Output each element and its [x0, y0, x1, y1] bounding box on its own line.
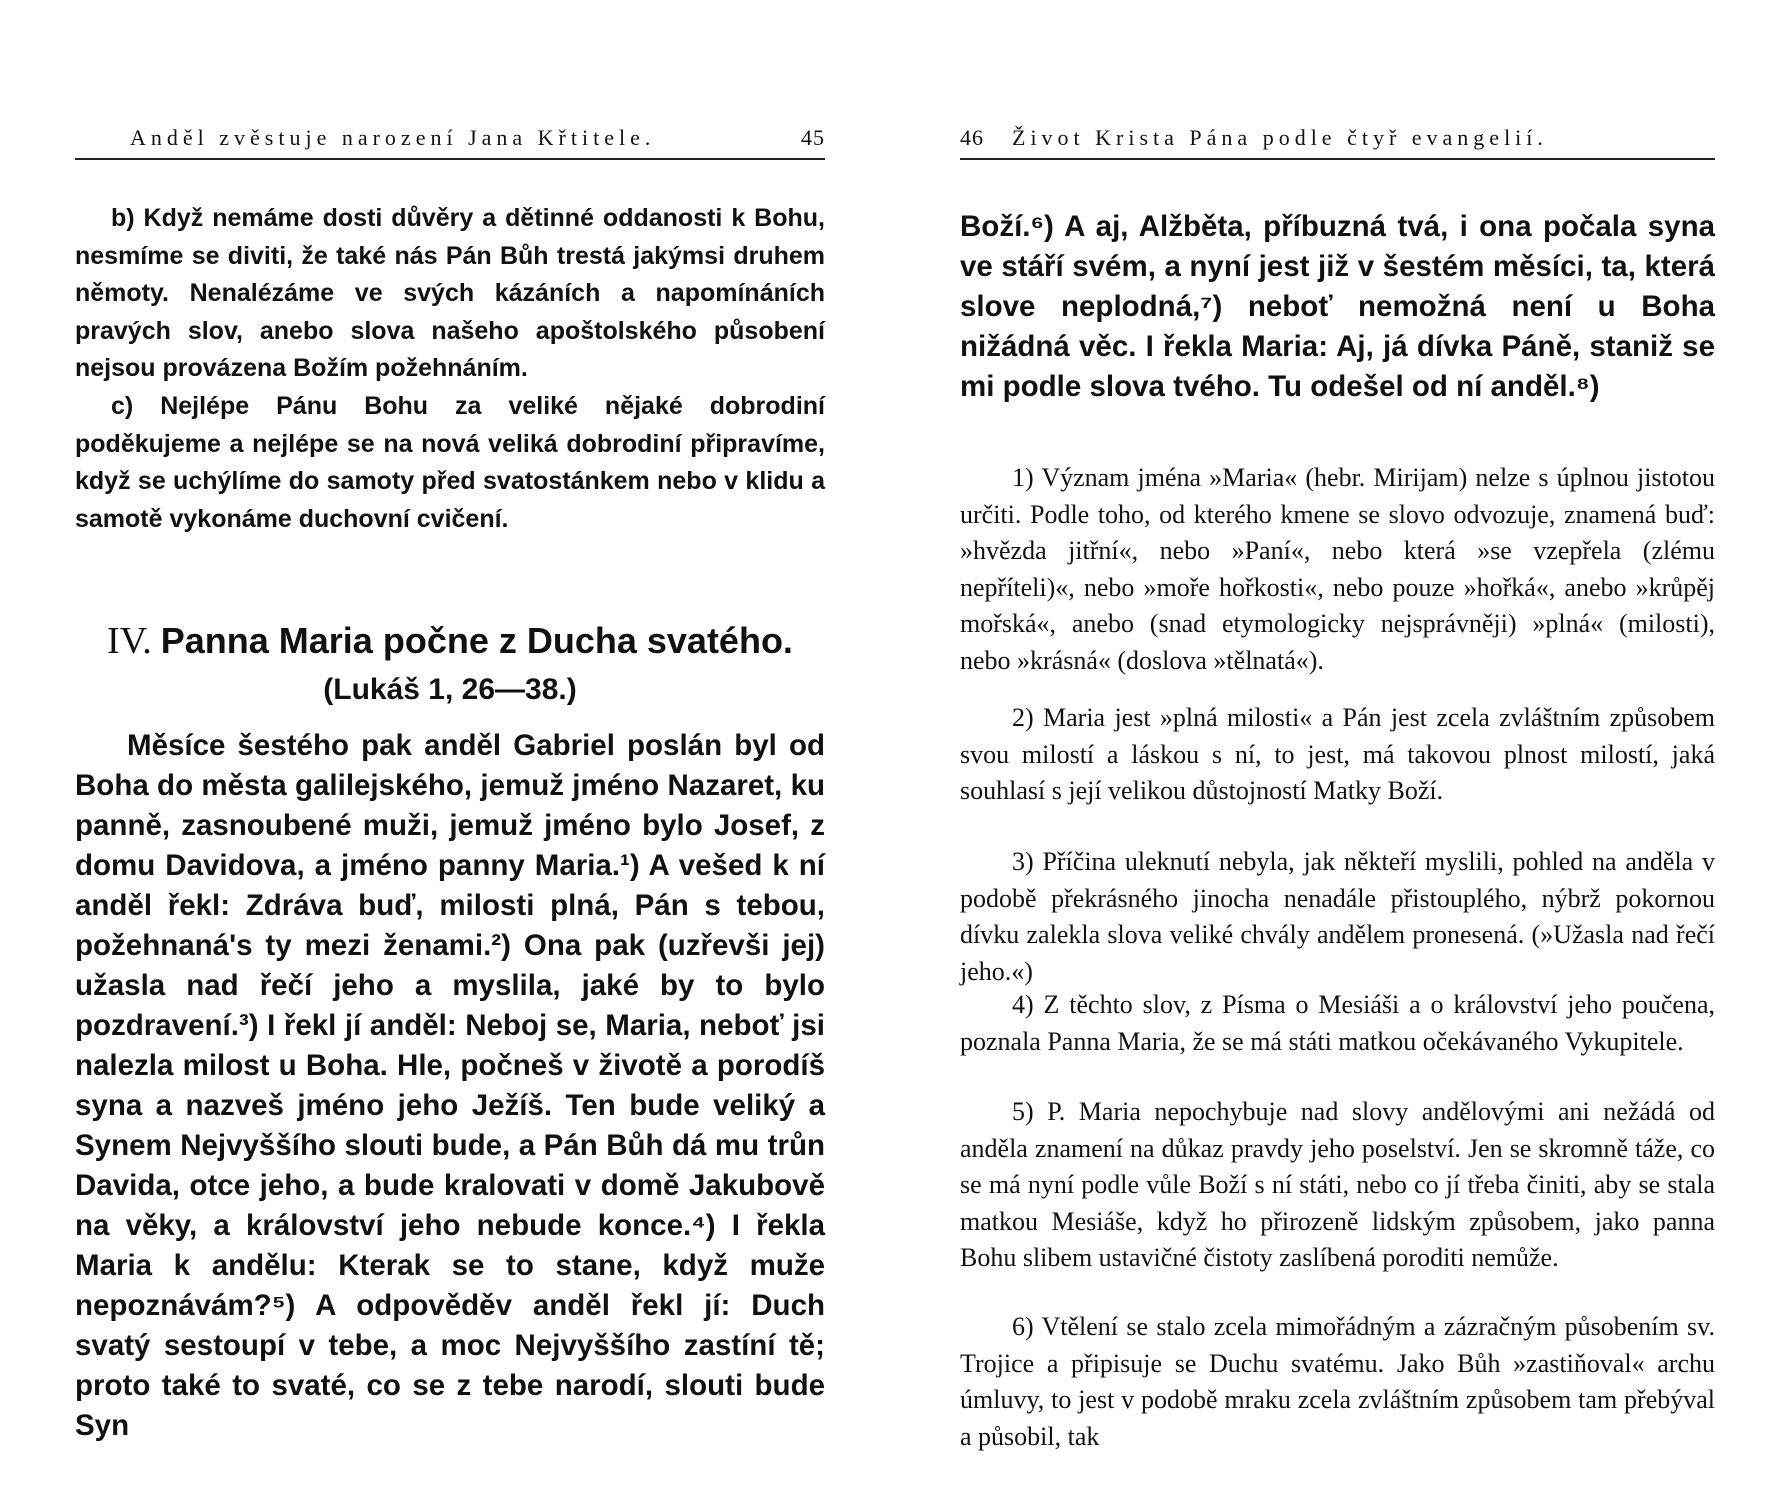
footnote-1: 1) Význam jména »Maria« (hebr. Mirijam) nelze s úplnou jistotou určiti. Podle toho, od kterého kmene se slovo odvozuje, znamená buď: »hvězda jitřní«, nebo »Paní«, nebo která »se vzepřela (zlému nepříteli)«, nebo »moře hořkosti«, nebo pouze »hořká«, anebo »krůpěj mořská«, anebo (snad etymologicky nejsprávněji) »plná« (milosti), nebo »krásná« (doslova »tělnatá«).: [960, 463, 1715, 675]
running-head-title: Život Krista Pána podle čtyř evangelií.: [1012, 125, 1548, 150]
footnote-2: 2) Maria jest »plná milosti« a Pán jest zcela zvláštním způsobem svou milostí a láskou s ní, to jest, má takovou plnost milostí, jaká souhlasí s její velikou důstojností Matky Boží.: [960, 703, 1715, 805]
header-rule: [75, 158, 825, 160]
footnote-4: 4) Z těchto slov, z Písma o Mesiáši a o království jeho poučena, poznala Panna Maria, že se má státi matkou očekávaného Vykupitele.: [960, 990, 1715, 1056]
paragraph-b: b) Když nemáme dosti důvěry a dětinné oddanosti k Bohu, nesmíme se diviti, že také nás Pán Bůh trestá jakýmsi druhem němoty. Nenalézáme ve svých kázáních a napomínáních pravých slov, anebo slova našeho apoštolského působení nejsou provázena Božím požehnáním.: [75, 204, 825, 382]
page-number: 45: [801, 125, 825, 150]
chapter-reference: (Lukáš 1, 26—38.): [323, 673, 577, 706]
left-page: [75, 0, 825, 1500]
header-rule: [960, 158, 1715, 160]
footnote-6: 6) Vtělení se stalo zcela mimořádným a zázračným působením sv. Trojice a připisuje se Duchu svatému. Jako Bůh »zastiňoval« archu úmluvy, to jest v podobě mraku zcela zvláštním způsobem tam přebýval a působil, tak: [960, 1312, 1715, 1451]
footnote-5: 5) P. Maria nepochybuje nad slovy andělovými ani nežádá od anděla znamení na důkaz pravdy jeho poselství. Jen se skromně táže, co se má nyní podle vůle Boží s ní státi, nebo co jí třeba činiti, aby se stala matkou Mesiáše, když ho přirozeně lidským způsobem, jako panna Bohu slibem ustavičné čistoty zaslíbená poroditi nemůže.: [960, 1097, 1715, 1272]
running-head-right: [960, 125, 1715, 155]
right-page: [960, 0, 1715, 1500]
running-head-title: Anděl zvěstuje narození Jana Křtitele.: [130, 125, 656, 150]
gospel-text-right: Boží.⁶) A aj, Alžběta, příbuzná tvá, i ona počala syna ve stáří svém, a nyní jest již v šestém měsíci, ta, která slove neplodná,⁷) neboť nemožná není u Boha nižádná věc. I řekla Maria: Aj, já dívka Páně, staniž se mi podle slova tvého. Tu odešel od ní anděl.⁸): [960, 210, 1715, 403]
gospel-text-left: Měsíce šestého pak anděl Gabriel poslán byl od Boha do města galilejského, jemuž jméno Nazaret, ku panně, zasnoubené muži, jemuž jméno bylo Josef, z domu Davidova, a jméno panny Maria.¹) A vešed k ní anděl řekl: Zdráva buď, milosti plná, Pán s tebou, požehnaná's ty mezi ženami.²) Ona pak (uzřevši jej) užasla nad řečí jeho a myslila, jaké by to bylo pozdravení.³) I řekl jí anděl: Neboj se, Maria, neboť jsi nalezla milost u Boha. Hle, počneš v životě a porodíš syna a nazveš jméno jeho Ježíš. Ten bude veliký a Synem Nejvyššího slouti bude, a Pán Bůh dá mu trůn Davida, otce jeho, a bude kralovati v domě Jakubově na věky, a království jeho nebude konce.⁴) I řekla Maria k andělu: Kterak se to stane, když muže nepoznávám?⁵) A odpověděv anděl řekl jí: Duch svatý sestoupí v tebe, a moc Nejvyššího zastíní tě; proto také to svaté, co se z tebe narodí, slouti bude Syn: [75, 729, 825, 1442]
paragraph-c: c) Nejlépe Pánu Bohu za veliké nějaké dobrodiní poděkujeme a nejlépe se na nová veliká dobrodiní připravíme, když se uchýlíme do samoty před svatostánkem nebo v klidu a samotě vykonáme duchovní cvičení.: [75, 392, 825, 533]
chapter-heading: [75, 618, 825, 664]
chapter-number: IV.: [107, 620, 152, 662]
footnote-3: 3) Příčina uleknutí nebyla, jak někteří myslili, pohled na anděla v podobě překrásného jinocha nenadále přistouplého, nýbrž pokornou dívku zalekla slova veliké chvály andělem pronesená. (»Užasla nad řečí jeho.«): [960, 847, 1715, 986]
chapter-title: Panna Maria počne z Ducha svatého.: [160, 620, 793, 661]
page-number: 46: [960, 125, 984, 150]
running-head-left: [75, 125, 825, 155]
